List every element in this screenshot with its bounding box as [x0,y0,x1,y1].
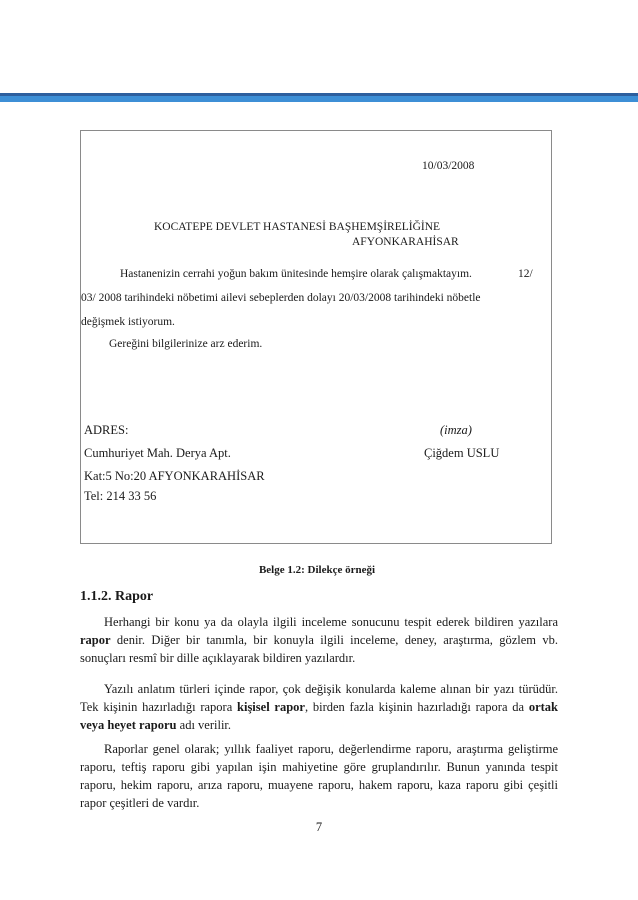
figure-caption [0,564,638,576]
paragraph-text: Herhangi bir konu ya da olayla ilgili inceleme sonucunu tespit ederek bildiren yazılara [104,615,558,629]
paragraph-text: denir. Diğer bir tanımla, bir konuyla ilgili inceleme, deney, araştırma, gözlem vb. sonuçları resmî bir dille açıklayarak bildiren yazılardır. [80,633,558,665]
petition-example-box [80,130,552,544]
letter-date: 10/03/2008 [422,160,475,172]
phone-number: Tel: 214 33 56 [84,489,157,503]
term-bold: kişisel rapor [237,700,305,714]
letter-closing: Gereğini bilgilerinize arz ederim. [109,338,263,350]
address-line: Cumhuriyet Mah. Derya Apt. [84,446,231,460]
letter-recipient: KOCATEPE DEVLET HASTANESİ BAŞHEMŞİRELİĞİNE [154,221,441,233]
paragraph [80,740,558,812]
paragraph-text: , birden fazla kişinin hazırladığı rapora da [304,700,529,714]
letter-body-line: değişmek istiyorum. [81,316,175,328]
term-bold: rapor [80,633,111,647]
signer-name: Çiğdem USLU [424,446,500,460]
paragraph-text: adı verilir. [176,718,232,732]
page-number: 7 [315,820,323,834]
section-heading: 1.1.2. Rapor [80,589,154,604]
letter-body-line-end: 12/ [518,268,533,280]
paragraph [80,680,558,734]
signature-label: (imza) [440,423,472,437]
term-bold: ortak veya heyet raporu [80,700,559,732]
letter-body-line: Hastanenizin cerrahi yoğun bakım ünitesinde hemşire olarak çalışmaktayım. [120,268,472,280]
paragraph [80,613,558,667]
figure-caption-text: Belge 1.2: Dilekçe örneği [258,564,376,576]
paragraph-text: Raporlar genel olarak; yıllık faaliyet raporu, değerlendirme raporu, araştırma geliştirme raporu, teftiş raporu gibi yapılan işin mahiyetine göre gruplandırılır. Bunun yanında tespit raporu, hekim raporu, arıza raporu, muayene raporu, hakem raporu, kaza raporu gibi çeşitli rapor çeşitleri de vardır. [80,742,558,810]
header-accent-bar [0,96,638,102]
address-line: Kat:5 No:20 AFYONKARAHİSAR [84,469,265,483]
letter-body-line: 03/ 2008 tarihindeki nöbetimi ailevi sebeplerden dolayı 20/03/2008 tarihindeki nöbetle [81,292,481,304]
address-label: ADRES: [84,423,129,437]
paragraph-text: Yazılı anlatım türleri içinde rapor, çok değişik konularda kaleme alınan bir yazı türüdür. Tek kişinin hazırladığı rapora [80,682,558,714]
letter-recipient-city: AFYONKARAHİSAR [352,236,459,248]
